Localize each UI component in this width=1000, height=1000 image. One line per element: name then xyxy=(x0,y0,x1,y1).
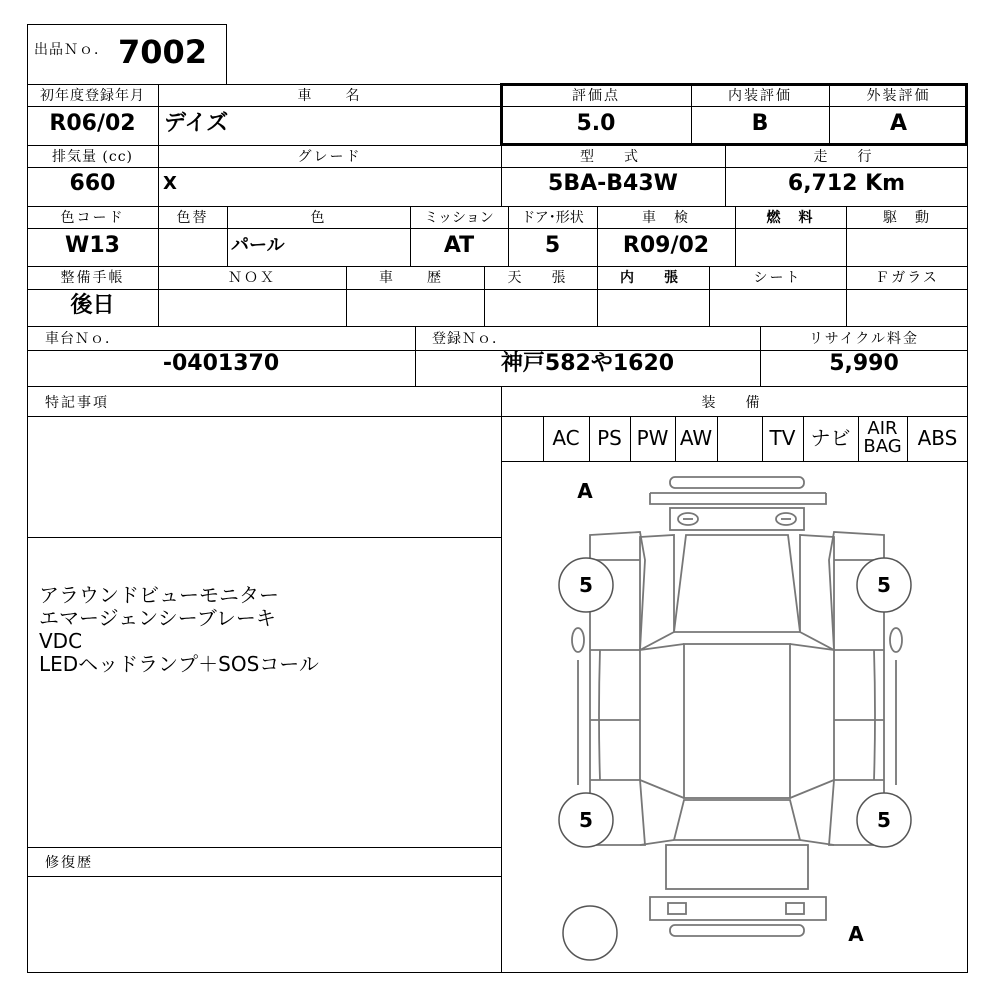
color-code-label: 色コード xyxy=(60,210,125,226)
fuel-label: 燃 料 xyxy=(766,210,815,226)
tire-rear-right: 5 xyxy=(877,808,891,832)
displacement-value: 660 xyxy=(69,171,116,196)
color-value: パール xyxy=(231,235,285,256)
color-code-value: W13 xyxy=(65,233,120,258)
interior-value: B xyxy=(751,111,769,136)
tire-front-left: 5 xyxy=(579,573,593,597)
nox-label: ＮＯＸ xyxy=(228,270,276,286)
inner-label: 内 張 xyxy=(620,270,686,286)
exterior-label: 外装評価 xyxy=(866,88,931,104)
color-label: 色 xyxy=(310,210,327,226)
tire-rear-left: 5 xyxy=(579,808,593,832)
mileage-label: 走 行 xyxy=(813,149,880,165)
rear-damage-mark: A xyxy=(848,922,864,946)
reg-date-value: R06/02 xyxy=(49,111,136,136)
plate-label: 登録Ｎｏ． xyxy=(432,331,507,347)
model-value: 5BA-B43W xyxy=(548,171,678,196)
front-damage-mark: A xyxy=(577,479,593,503)
recycle-label: リサイクル料金 xyxy=(808,331,920,347)
note-line: VDC xyxy=(39,629,83,653)
roof-label: 天 張 xyxy=(507,270,574,286)
equip-ps: PS xyxy=(597,426,622,450)
notes-text xyxy=(39,584,319,676)
lot-number: 7002 xyxy=(118,33,208,71)
tire-front-right: 5 xyxy=(877,573,891,597)
car-name-value: デイズ xyxy=(164,111,229,136)
note-line: アラウンドビューモニター xyxy=(39,583,279,607)
repair-history-label: 修復歴 xyxy=(45,855,93,871)
mission-value: AT xyxy=(443,233,475,258)
note-line: エマージェンシーブレーキ xyxy=(39,606,276,630)
grade-label: グレード xyxy=(297,149,362,165)
model-label: 型 式 xyxy=(580,149,646,165)
drive-label: 駆 動 xyxy=(883,210,931,226)
mission-label: ミッション xyxy=(424,210,494,226)
reg-date-label: 初年度登録年月 xyxy=(40,88,145,104)
equip-tv: TV xyxy=(769,426,796,450)
repaint-label: 色替 xyxy=(176,210,209,226)
equip-abs: ABS xyxy=(917,426,958,450)
notes-label: 特記事項 xyxy=(45,395,109,411)
inspection-label: 車 検 xyxy=(642,210,690,226)
door-value: 5 xyxy=(544,233,561,258)
plate-value: 神戸582や1620 xyxy=(500,351,675,376)
equip-navi: ナビ xyxy=(810,426,851,450)
maintenance-value: 後日 xyxy=(70,293,115,318)
interior-label: 内装評価 xyxy=(728,88,792,104)
equip-airbag: AIR BAG xyxy=(863,418,902,457)
score-label: 評価点 xyxy=(572,88,620,104)
displacement-label: 排気量 (cc) xyxy=(51,149,134,165)
exterior-value: A xyxy=(889,111,908,136)
car-diagram xyxy=(501,462,968,973)
equip-aw: AW xyxy=(679,426,713,450)
chassis-value: -0401370 xyxy=(162,351,280,376)
mileage-value: 6,712 Km xyxy=(787,171,906,196)
door-label: ドア･形状 xyxy=(521,210,584,226)
equip-pw: PW xyxy=(636,426,669,450)
seat-label: シート xyxy=(753,270,802,286)
equip-ac: AC xyxy=(552,426,580,450)
inspection-value: R09/02 xyxy=(622,233,710,258)
maintenance-label: 整備手帳 xyxy=(60,270,125,286)
lot-label: 出品Ｎｏ． xyxy=(34,42,109,58)
glass-label: Ｆガラス xyxy=(875,270,939,286)
grade-value: X xyxy=(163,173,177,194)
score-value: 5.0 xyxy=(576,111,616,136)
note-line: LEDヘッドランプ＋SOSコール xyxy=(39,652,319,676)
equipment-label: 装 備 xyxy=(701,395,768,411)
recycle-value: 5,990 xyxy=(829,351,899,376)
chassis-label: 車台Ｎｏ． xyxy=(45,331,120,347)
car-name-label: 車 名 xyxy=(297,88,362,104)
history-label: 車 歴 xyxy=(379,270,451,286)
